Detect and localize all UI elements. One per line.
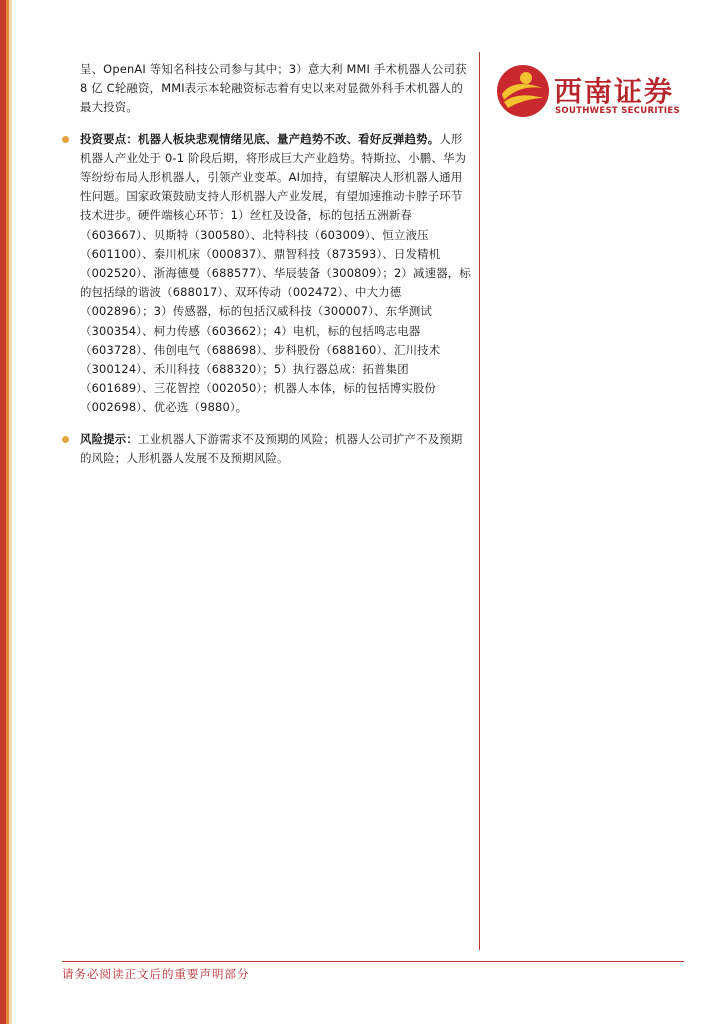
footer-disclaimer: 请务必阅读正文后的重要声明部分 [62,967,250,981]
risk-section [62,430,472,468]
risk-body: 工业机器人下游需求不及预期的风险；机器人公司扩产不及预期的风险；人形机器人发展不及预期风险。 [80,431,463,465]
investment-heading: 投资要点：机器人板块悲观情绪见底、量产趋势不改、看好反弹趋势。 [80,131,440,146]
investment-body: 人形机器人产业处于 0-1 阶段后期，将形成巨大产业趋势。特斯拉、小鹏、华为等纷纷布局人形机器人，引领产业变革。AI加持，有望解决人形机器人通用性问题。国家政策鼓励支持人形机器人产业发展，有望加速推动卡脖子环节技术进步。硬件端核心环节：1）丝杠及设备，标的包括五洲新春（603667）、贝斯特（300580）、北特科技（603009）、恒立液压（601100）、秦川机床（000837）、鼎智科技（873593）、日发精机（002520）、浙海德曼（688577）、华辰装备（300809）；2）减速器，标的包括绿的谐波（688017）、双环传动（002472）、中大力德（002896）；3）传感器，标的包括汉威科技（300007）、东华测试（300354）、柯力传感（603662）；4）电机，标的包括鸣志电器（603728）、伟创电气（688698）、步科股份（688160）、汇川技术（300124）、禾川科技（688320）；5）执行器总成：拓普集团（601689）、三花智控（002050）；机器人本体，标的包括博实股份（002698）、优必选（9880）。 [80,131,471,415]
logo-text-cn: 西南证券 [554,75,675,108]
company-logo [496,64,686,128]
investment-points [62,130,472,418]
intro-paragraph: 呈、OpenAI 等知名科技公司参与其中；3）意大利 MMI 手术机器人公司获 8 亿 C轮融资，MMI表示本轮融资标志着有史以来对显微外科手术机器人的最大投资。 [80,62,467,115]
main-content [62,60,472,480]
column-divider [479,52,480,950]
risk-heading: 风险提示： [80,431,138,446]
left-decorative-stripe [0,0,12,1024]
logo-text-en: SOUTHWEST SECURITIES [555,106,680,116]
logo-mark-icon [496,64,550,118]
bullet-dot-icon [62,136,69,143]
footer-rule [62,961,684,962]
bullet-dot-icon [62,436,69,443]
